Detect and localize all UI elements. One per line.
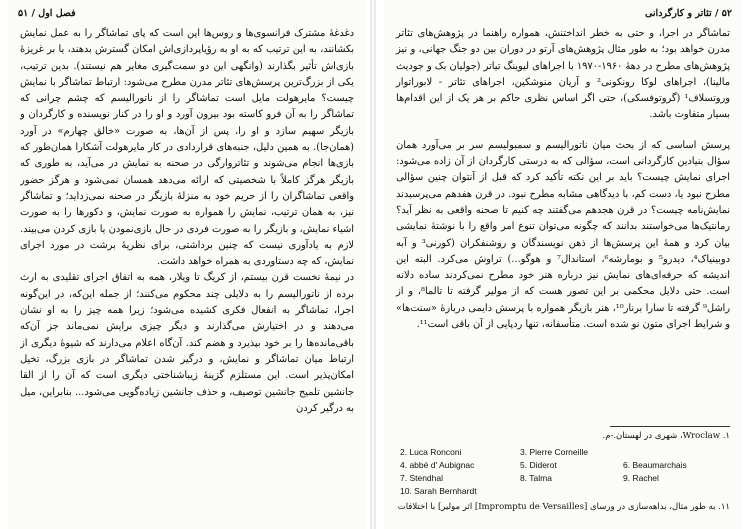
footnote-8: 8. Talma <box>520 473 552 483</box>
footnote-6: 6. Beaumarchais <box>623 460 687 470</box>
footnote-9: 9. Rachel <box>623 473 659 483</box>
footnote-5: 5. Diderot <box>520 460 557 470</box>
footnote-4: 4. abbé d' Aubignac <box>400 460 475 470</box>
left-paragraph-2: در نیمهٔ نخست قرن بیستم، از کریگ تا ویلار، همه به اتفاق اجرای تقلیدی به ارث برده از ناتورالیسم را به دلایلی چند محکوم می‌کنند؛ از جمله این‌که، در این‌گونه اجرا، تماشاگر به انفعال فکری کشیده می‌شود؛ زیرا همه چیز را به او نشان می‌دهند و در اختیارش می‌گذارند و دیگر چیزی برایش نمی‌ماند جز آن‌که باقی‌مانده‌ها را بر خود بپذیرد و هضم کند. آن‌گاه اعلام می‌دارند که شیوهٔ دیگری از ارتباط میان تماشاگر و نمایش، و درگیر شدن تماشاگر در بازی بزرگ، تخیل امکان‌پذیر است. این مستلزم گزینهٔ زیباشناختی دیگری است که آن را از القا جانشین تلمیح جانشین توصیف، و حذف جانشین زیاده‌گویی می‌شود... بنابراین، میل به درگیر کردن <box>20 272 354 414</box>
right-page <box>384 0 742 529</box>
right-paragraph-1: تماشاگر در اجرا، و حتی به خطر انداختنش، همواره راهنما در پژوهش‌های تئاتر مدرن خواهد بود؛ به طور مثال پژوهش‌های آرتو در دوران بین دو جنگ جهانی، و نیز پژوهش‌های مطرح در دههٔ ۱۹۶۰-۱۹۷۰ با اجراهای لیوینگ تیاتر (جولیان بک و جودیث مالینا)، اجراهای لوکا رونکونی² و آریان منوشکین، اجراهای تئاتر - لابوراتوار وروتسلاف¹ (گروتوفسکی)، حتی اگر اساس نظری حاکم بر هر یک از این اقدام‌ها بسیار متفاوت باشد. <box>396 28 731 121</box>
right-page-body <box>396 26 730 333</box>
left-paragraph-1: دغدغهٔ مشترک فرانسوی‌ها و روس‌ها این است که پای تماشاگر را به عمل نمایش بکشانند، به این ترتیب که به او به رؤیاپردازی‌اش امکان گسترش بدهند، یا بر غریزهٔ بازی‌اش تأثیر بگذارند (وانگهی این دو سمت‌گیری مغایر هم نیستند). بدین ترتیب، یکی از بزرگ‌ترین پرسش‌های تئاتر مدرن مطرح می‌شود: ارتباط تماشاگر با نمایش چیست؟ مایرهولت مایل است تماشاگر را از ناتورالیسم که چشم چرانی که تماشاگر را به آن فرو کاسته بود بیرون آورد و او را در کنار نویسنده و کارگردان و بازیگر سهیم سازد و او را، پس از آن‌ها، به صورت «خالق چهارم» در آورد (همان‌جا). به همین دلیل، جنبه‌های قراردادی در کار مایرهولت آشکارا همان‌طور که بازی‌ها انجام می‌شوند و تئاتروارگی در صحنه به نمایش در می‌آید، به طوری که بازیگر هرگز کاملاً با شخصیتی که ارائه می‌دهد همسان نمی‌شود و هرگز حضور واقعی تماشاگران را از حریم خود به منزلهٔ بازیگر در صحنه نمی‌زداید؛ و تماشاگر نیز، به همان ترتیب، نمایش را همواره به صورت نمایش، و دکورها را به صورت اشیاء نمایش، و بازیگر را به صورت فردی در حال بازی‌نمودن یا بازی کردن می‌بیند. لازم به یادآوری نیست که چنین برداشتی، برای نظریهٔ برشت در مورد اجرای نمایش، که چه دستاوردی به همراه خواهد داشت. <box>20 28 354 268</box>
right-page-title: ۵۲ / تئاتر و کارگردانی <box>645 8 732 19</box>
footnote-2: 2. Luca Ronconi <box>400 447 462 457</box>
footnote-10: 10. Sarah Bernhardt <box>400 486 477 496</box>
footnote-rule <box>610 426 730 427</box>
left-page-body <box>20 26 354 526</box>
footnote-3: 3. Pierre Corneille <box>520 447 589 457</box>
footnotes <box>396 426 730 514</box>
footnote-names <box>400 446 730 497</box>
right-page-header <box>394 8 732 22</box>
footnote-empty <box>623 446 733 458</box>
book-gutter <box>370 0 376 529</box>
footnote-11: ۱۱. به طور مثال، بداهه‌سازی در ورسای [Impromptu de Versailles] اثر مولیر] با اختلافات <box>397 502 730 512</box>
left-page-title: فصل اول / ۵۱ <box>18 8 76 19</box>
left-page <box>8 0 366 529</box>
right-paragraph-2: پرسش اساسی که از بحث میان ناتورالیسم و سمبولیسم سر بر می‌آورد همان سؤال بنیادین کارگردانی است، سؤالی که به درستی کارگردان از آن زاده می‌شود: اجرای نمایش چیست؟ باید بر این نکته تأکید کرد که قبل از آنتوان چنین سؤالی مطرح نبود یا، دست کم، با دیدگاهی مشابه مطرح نبود. در قرن هفدهم می‌پرسیدند نمایش‌نامه چیست؟ در قرن هجدهم می‌گفتند چه کنیم تا صحنه واقعی به نظر آید؟ رمانتیک‌ها می‌خواستند بدانند که چگونه می‌توان تنوع امر واقع را با نوشتهٔ نمایشی بیان کرد و همهٔ این پرسش‌ها از ذهن نویسندگان و روشنفکران (کورنی³ و آبه دوبینیاک⁴، دیدرو⁵ و بومارشه⁶، استاندال⁷ و هوگو...) تراوش می‌کرد. البته این اندیشه که حرفه‌ای‌های نمایش نیز درباره هنر خود مطرح نمی‌کردند ساده دلانه است. حتی دلایل محکمی بر این تصور هست که از مولیر گرفته تا تالما⁸، و از راشل⁹ گرفته تا سارا برنار¹⁰، هنر بازیگر همواره با پرسش دایمی دربارهٔ «سنت‌ها» و شرایط اجرای متون نو شده است. متأسفانه، تنها ردپایی از آن باقی است¹¹. <box>396 139 731 331</box>
left-page-header <box>18 8 356 22</box>
footnote-7: 7. Stendhal <box>400 473 444 483</box>
footnote-1: ۱. Wroclaw، شهری در لهستان.-م. <box>602 431 730 441</box>
